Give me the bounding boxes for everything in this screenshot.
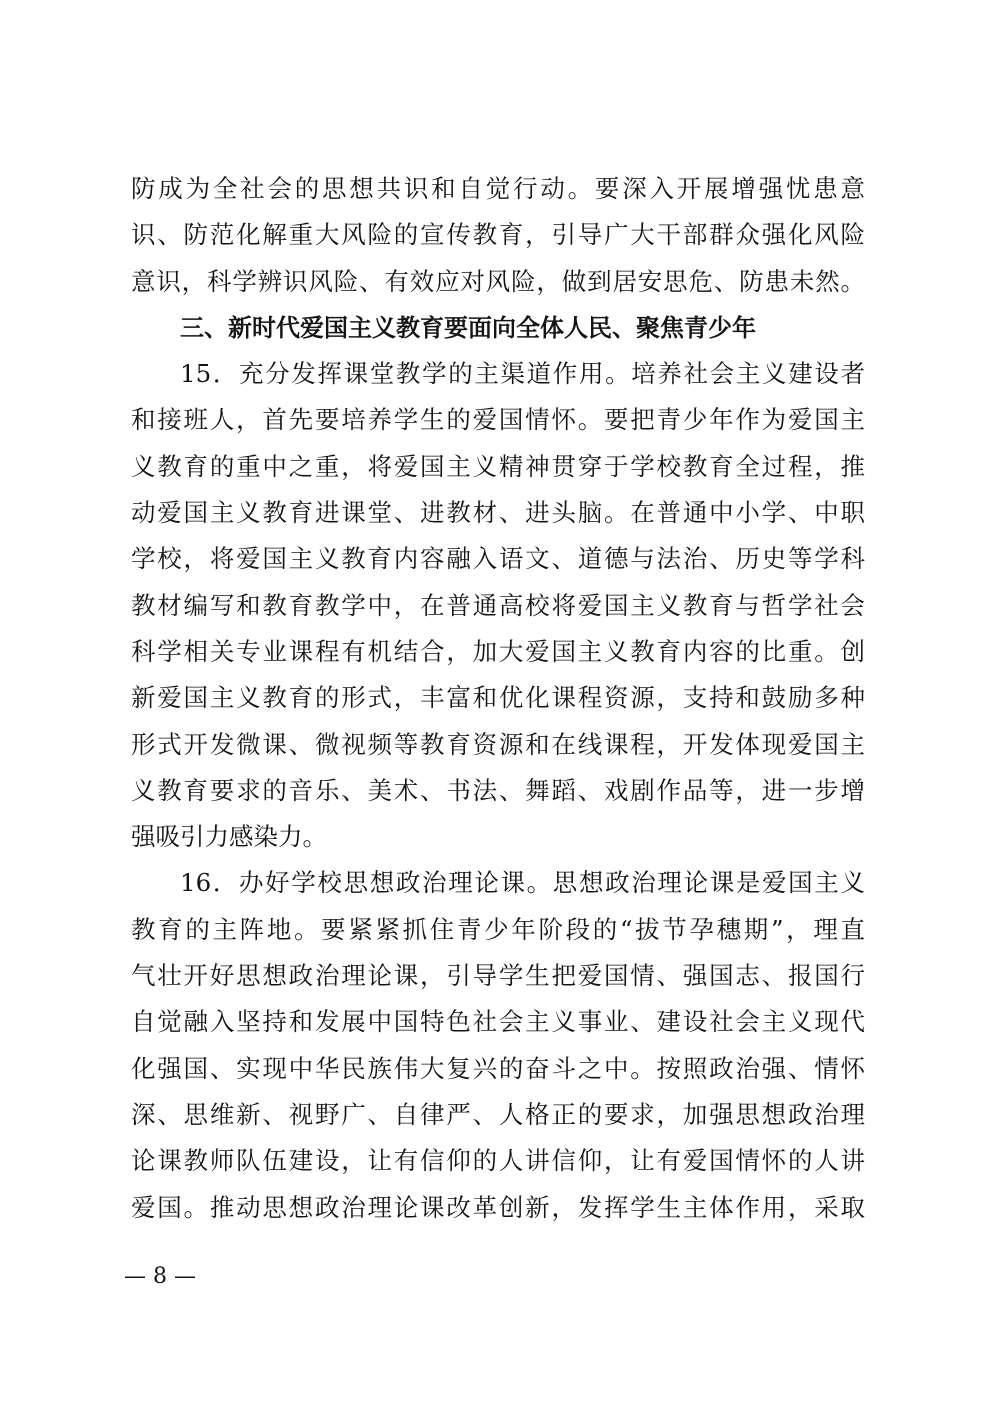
section-heading: 三、新时代爱国主义教育要面向全体人民、聚焦青少年 <box>180 313 756 342</box>
page-number: — 8 — <box>124 1264 196 1289</box>
body-line: 教材编写和教育教学中，在普通高校将爱国主义教育与哲学社会 <box>131 590 865 620</box>
body-line: 防成为全社会的思想共识和自觉行动。要深入开展增强忧患意 <box>131 174 865 203</box>
body-line: 和接班人，首先要培养学生的爱国情怀。要把青少年作为爱国主 <box>131 405 865 435</box>
body-line: 识、防范化解重大风险的宣传教育，引导广大干部群众强化风险 <box>131 220 865 250</box>
paragraph-last-line: 强吸引力感染力。 <box>131 822 327 852</box>
body-line: 教育的主阵地。要紧紧抓住青少年阶段的“拔节孕穗期”，理直 <box>131 914 865 944</box>
body-line: 化强国、实现中华民族伟大复兴的奋斗之中。按照政治强、情怀 <box>131 1053 865 1083</box>
body-line: 自觉融入坚持和发展中国特色社会主义事业、建设社会主义现代 <box>131 1007 865 1037</box>
body-line: 形式开发微课、微视频等教育资源和在线课程，开发体现爱国主 <box>131 729 865 759</box>
body-line: 科学相关专业课程有机结合，加大爱国主义教育内容的比重。创 <box>131 636 865 666</box>
body-line: 动爱国主义教育进课堂、进教材、进头脑。在普通中小学、中职 <box>131 498 865 528</box>
body-line: 深、思维新、视野广、自律严、人格正的要求，加强思想政治理 <box>131 1099 865 1129</box>
body-line: 论课教师队伍建设，让有信仰的人讲信仰，让有爱国情怀的人讲 <box>131 1146 865 1176</box>
body-line: 爱国。推动思想政治理论课改革创新，发挥学生主体作用，采取 <box>131 1192 865 1222</box>
body-line: 义教育要求的音乐、美术、书法、舞蹈、戏剧作品等，进一步增 <box>131 775 865 805</box>
paragraph-first-line: 16．办好学校思想政治理论课。思想政治理论课是爱国主义 <box>180 868 865 898</box>
body-line: 意识，科学辨识风险、有效应对风险，做到居安思危、防患未然。 <box>131 266 865 296</box>
document-body <box>131 166 865 1231</box>
paragraph-first-line: 15．充分发挥课堂教学的主渠道作用。培养社会主义建设者 <box>180 359 865 389</box>
body-line: 新爱国主义教育的形式，丰富和优化课程资源，支持和鼓励多种 <box>131 683 865 713</box>
body-line: 学校，将爱国主义教育内容融入语文、道德与法治、历史等学科 <box>131 544 865 574</box>
body-line: 义教育的重中之重，将爱国主义精神贯穿于学校教育全过程，推 <box>131 451 865 481</box>
body-line: 气壮开好思想政治理论课，引导学生把爱国情、强国志、报国行 <box>131 961 865 991</box>
